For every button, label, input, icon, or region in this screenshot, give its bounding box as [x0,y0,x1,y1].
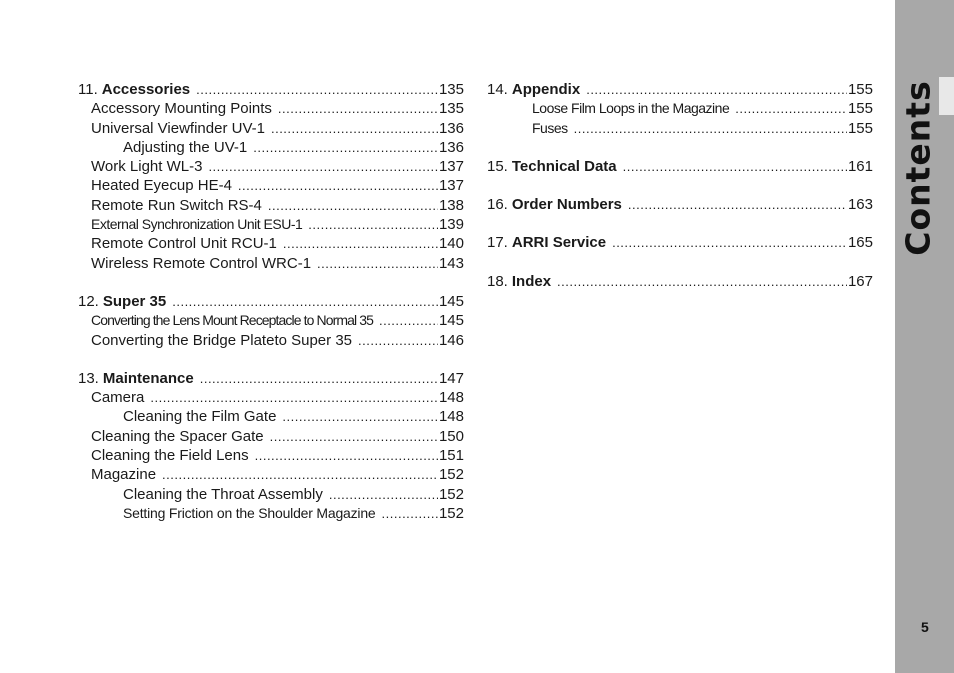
page-ref: 135 [438,100,464,118]
page-ref: 139 [438,216,464,234]
toc-subentry[interactable] [78,215,464,234]
page-ref: 140 [438,235,464,253]
chapter-title: Order Numbers [511,196,622,214]
entry-title [512,233,606,252]
chapter-title: Technical Data [511,157,617,175]
page-number: 5 [921,619,929,635]
entry-title: Cleaning the Film Gate [123,408,277,426]
toc-subentry[interactable] [78,176,464,195]
leader-dots [329,485,438,504]
chapter-number: 16. [487,196,508,214]
leader-dots [150,388,438,407]
leader-dots [200,369,438,388]
entry-title: External Synchronization Unit ESU-1 [91,216,303,233]
entry-title [512,272,551,291]
leader-dots [358,331,438,350]
chapter-title: Index [511,272,552,290]
page-ref: 147 [438,369,464,387]
leader-dots [735,99,847,118]
page-ref: 145 [438,312,464,330]
entry-title [512,195,622,214]
chapter-title: Super 35 [102,292,167,310]
chapter-number: 15. [487,157,508,175]
leader-dots [557,272,847,291]
page-ref: 150 [438,427,464,445]
entry-title: Setting Friction on the Shoulder Magazine [123,504,376,521]
toc-subentry[interactable] [78,311,464,330]
side-tab-marker [939,77,954,115]
toc-chapter-entry[interactable] [487,80,873,99]
leader-dots [317,254,438,273]
toc-subentry[interactable] [487,99,873,118]
entry-title: Heated Eyecup HE-4 [91,177,232,195]
entry-title [103,292,166,311]
toc-chapter-entry[interactable] [487,157,873,176]
leader-dots [196,80,438,99]
chapter-number: 11. [78,81,98,98]
entry-title: Work Light WL-3 [91,158,203,176]
page-ref: 152 [438,485,464,503]
page-ref: 163 [847,196,873,214]
toc-subentry[interactable] [78,446,464,465]
toc-chapter-entry[interactable] [487,233,873,252]
toc-subentry[interactable] [78,138,464,157]
leader-dots [379,311,438,330]
page-ref: 151 [438,447,464,465]
leader-dots [172,292,438,311]
toc-subentry[interactable] [78,157,464,176]
entry-title [103,369,194,388]
page-ref: 136 [438,138,464,156]
entry-title: Fuses [532,119,568,136]
toc-subentry[interactable] [78,234,464,253]
entry-title: Cleaning the Field Lens [91,447,249,465]
toc-chapter-entry[interactable] [78,292,464,311]
page-ref: 148 [438,408,464,426]
page-ref: 167 [847,272,873,290]
entry-title [512,157,617,176]
leader-dots [270,427,438,446]
toc-right-column [487,80,873,291]
chapter-title: ARRI Service [511,234,607,252]
toc-subentry[interactable] [78,196,464,215]
entry-title [102,80,190,99]
leader-dots [628,195,847,214]
toc-chapter-entry[interactable] [487,272,873,291]
entry-title: Adjusting the UV-1 [123,138,248,156]
chapter-number: 14. [487,81,508,98]
page-ref: 137 [438,177,464,195]
leader-dots [253,138,438,157]
chapter-title: Appendix [511,81,581,98]
toc-subentry[interactable] [78,485,464,504]
entry-title: Cleaning the Spacer Gate [91,427,264,445]
page-ref: 135 [438,81,464,98]
toc-subentry[interactable] [78,331,464,350]
page-ref: 161 [847,157,873,175]
entry-title: Cleaning the Throat Assembly [123,485,323,503]
page-ref: 138 [438,196,464,214]
page-ref: 155 [847,81,873,98]
toc-chapter-entry[interactable] [78,369,464,388]
page-ref: 155 [847,119,873,137]
chapter-number: 17. [487,234,508,252]
leader-dots [586,80,847,99]
leader-dots [623,157,847,176]
toc-subentry[interactable] [487,119,873,138]
chapter-title: Accessories [101,81,191,98]
leader-dots [282,407,438,426]
leader-dots [208,157,438,176]
entry-title: Camera [91,389,145,407]
toc-chapter-entry[interactable] [78,80,464,99]
toc-subentry[interactable] [78,388,464,407]
section-title: Contents [898,80,938,256]
entry-title: Remote Run Switch RS-4 [91,196,262,214]
page-ref: 165 [847,234,873,252]
toc-subentry[interactable] [78,504,464,523]
toc-chapter-entry[interactable] [487,195,873,214]
page-ref: 143 [438,254,464,272]
entry-title: Loose Film Loops in the Magazine [532,100,730,117]
leader-dots [268,196,438,215]
leader-dots [574,119,847,138]
entry-title: Wireless Remote Control WRC-1 [91,254,312,272]
chapter-number: 13. [78,369,99,387]
leader-dots [283,234,438,253]
page-ref: 136 [438,119,464,137]
leader-dots [162,465,438,484]
page-ref: 137 [438,158,464,176]
entry-title [512,80,580,99]
toc-subentry[interactable] [78,407,464,426]
toc-subentry[interactable] [78,427,464,446]
entry-title: Converting the Lens Mount Receptacle to Normal 35 [91,312,373,329]
toc-subentry[interactable] [78,254,464,273]
toc-subentry[interactable] [78,465,464,484]
page-ref: 148 [438,389,464,407]
toc-subentry[interactable] [78,99,464,118]
page-ref: 146 [438,331,464,349]
chapter-number: 18. [487,272,508,290]
page-ref: 152 [438,504,464,522]
leader-dots [308,215,438,234]
page-ref: 145 [438,292,464,310]
chapter-title: Maintenance [102,369,194,387]
leader-dots [255,446,438,465]
leader-dots [278,99,438,118]
page-ref: 152 [438,466,464,484]
leader-dots [271,119,438,138]
page-ref: 155 [847,100,873,118]
leader-dots [382,504,438,523]
entry-title: Remote Control Unit RCU-1 [91,235,277,253]
entry-title: Universal Viewfinder UV-1 [91,119,265,137]
toc-left-column [78,80,464,523]
entry-title: Converting the Bridge Plateto Super 35 [91,331,352,349]
toc-subentry[interactable] [78,119,464,138]
leader-dots [612,233,847,252]
entry-title: Accessory Mounting Points [91,100,272,118]
chapter-number: 12. [78,292,99,310]
entry-title: Magazine [91,466,157,484]
leader-dots [238,176,438,195]
